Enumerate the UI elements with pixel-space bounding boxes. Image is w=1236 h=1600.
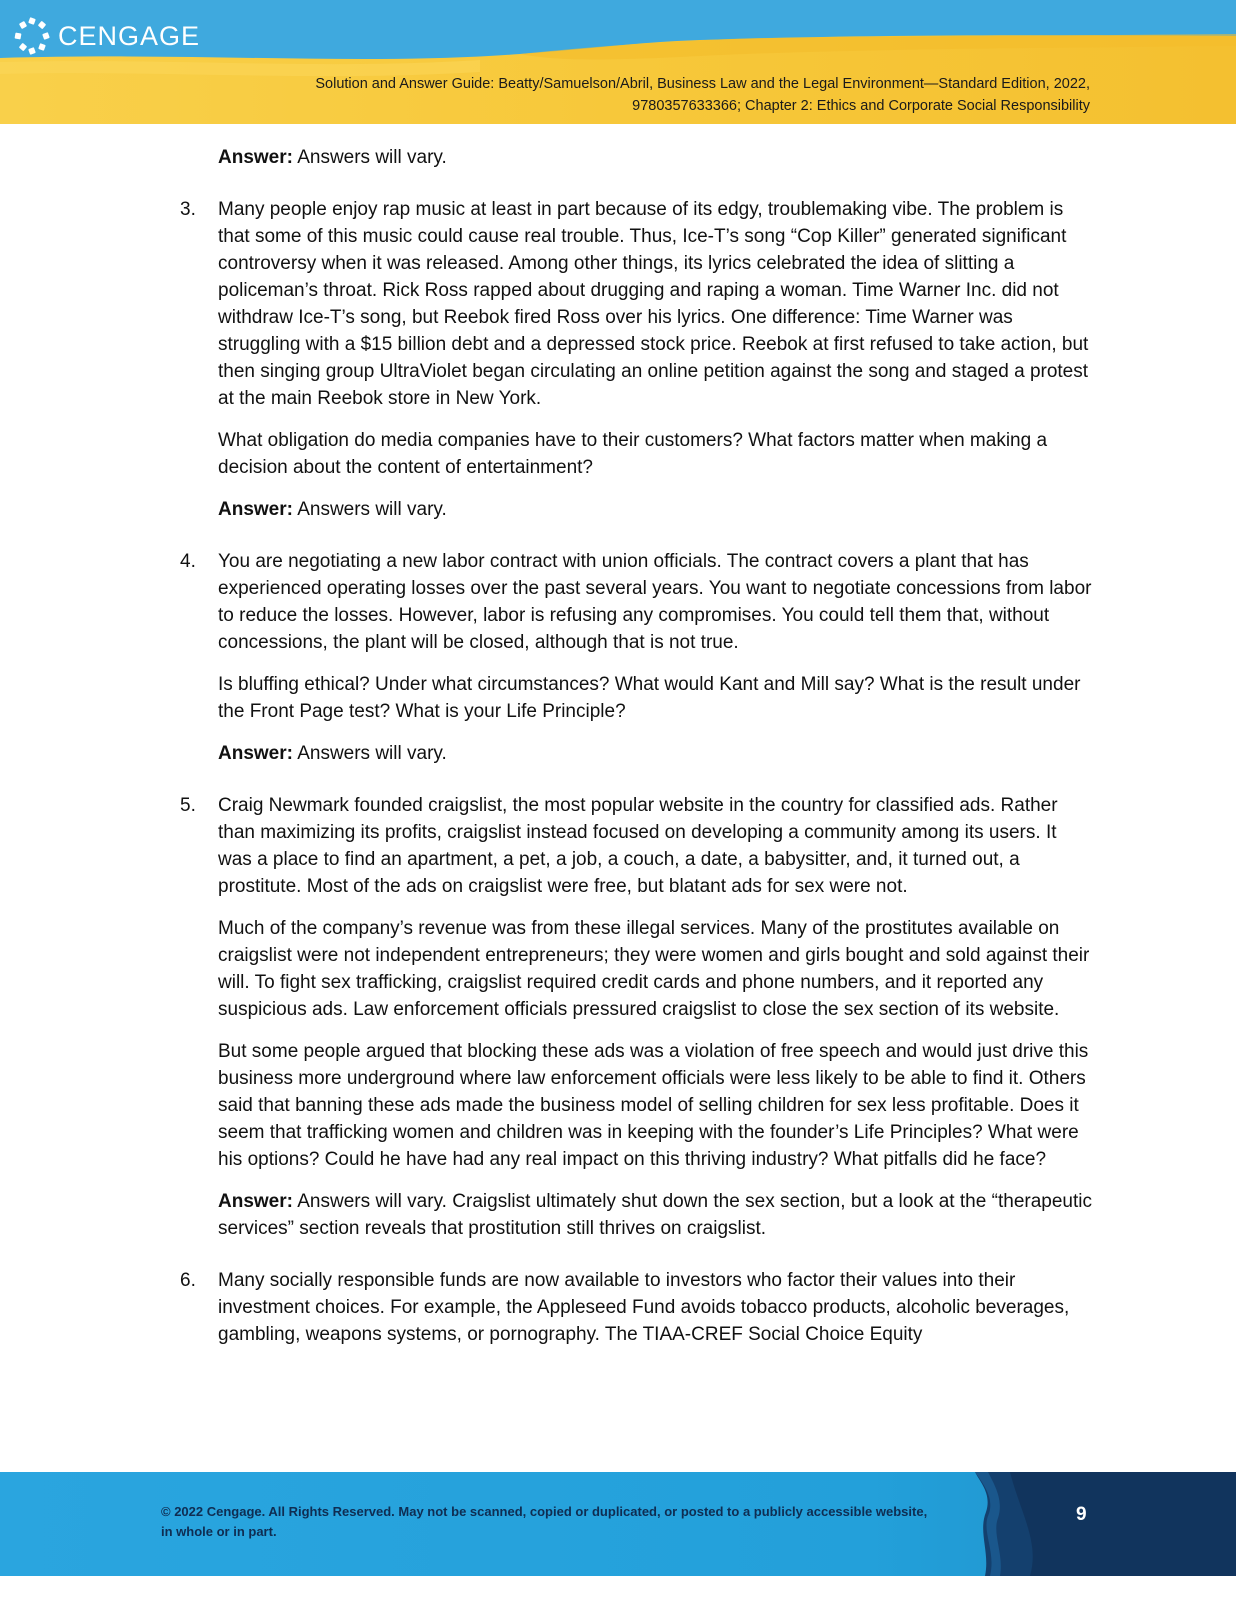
question-paragraph: What obligation do media companies have to their customers? What factors matter when making a decision about the content of entertainment? bbox=[218, 430, 1048, 478]
question-5 bbox=[0, 792, 1236, 1242]
answer-text: Answers will vary. Craigslist ultimately shut down the sex section, but a look at the “therapeutic services” section reveals that prostitution still thrives on craigslist. bbox=[218, 1191, 1092, 1239]
answer-text: Answers will vary. bbox=[292, 499, 447, 520]
question-3 bbox=[0, 196, 1236, 523]
question-paragraph: Many socially responsible funds are now available to investors who factor their values into their investment choices. For example, the Appleseed Fund avoids tobacco products, alcoholic beverages, gambling, weapons systems, or pornography. The TIAA-CREF Social Choice Equity bbox=[218, 1270, 1070, 1345]
question-number: 6. bbox=[180, 1270, 196, 1291]
answer-text: Answers will vary. bbox=[292, 147, 447, 168]
copyright-notice: © 2022 Cengage. All Rights Reserved. May not be scanned, copied or duplicated, or posted to a publicly accessible website, in whole or in part. bbox=[161, 1504, 928, 1539]
cengage-logo-icon bbox=[12, 16, 52, 56]
question-paragraph: Craig Newmark founded craigslist, the most popular website in the country for classified ads. Rather than maximizing its profits, craigslist instead focused on developing a community among its users. It was a place to find an apartment, a pet, a job, a couch, a date, a babysitter, and, it turned out, a prostitute. Most of the ads on craigslist were free, but blatant ads for sex were not. bbox=[218, 795, 1058, 897]
question-number: 5. bbox=[180, 795, 196, 816]
question-answer bbox=[218, 496, 1092, 523]
question-6 bbox=[0, 1267, 1236, 1348]
question-paragraph: Many people enjoy rap music at least in part because of its edgy, troublemaking vibe. The problem is that some of this music could cause real trouble. Thus, Ice-T’s song “Cop Killer” generated significant controversy when it was released. Among other things, its lyrics celebrated the idea of slitting a policeman’s throat. Rick Ross rapped about drugging and raping a woman. Time Warner Inc. did not withdraw Ice-T’s song, but Reebok fired Ross over his lyrics. One difference: Time Warner was struggling with a $15 billion debt and a depressed stock price. Reebok at first refused to take action, but then singing group UltraViolet began circulating an online petition against the song and staged a protest at the main Reebok store in New York. bbox=[218, 199, 1089, 409]
question-paragraph: But some people argued that blocking these ads was a violation of free speech and would just drive this business more underground where law enforcement officials were less likely to be able to find it. Others said that banning these ads made the business model of selling children for sex less profitable. Does it seem that trafficking women and children was in keeping with the founder’s Life Principles? What were his options? Could he have had any real impact on this thriving industry? What pitfalls did he face? bbox=[218, 1041, 1089, 1170]
answer-label: Answer: bbox=[218, 1191, 293, 1212]
question-number: 4. bbox=[180, 551, 196, 572]
brand-name: CENGAGE bbox=[58, 21, 201, 51]
previous-answer bbox=[218, 144, 1092, 171]
question-4 bbox=[0, 548, 1236, 767]
document-title-line-1: Solution and Answer Guide: Beatty/Samuelson/Abril, Business Law and the Legal Environment—Standard Edition, 2022, bbox=[315, 76, 1090, 92]
question-paragraph: Is bluffing ethical? Under what circumstances? What would Kant and Mill say? What is the result under the Front Page test? What is your Life Principle? bbox=[218, 674, 1081, 722]
document-title-line-2: 9780357633366; Chapter 2: Ethics and Corporate Social Responsibility bbox=[632, 98, 1090, 114]
answer-label: Answer: bbox=[218, 147, 293, 168]
page-number: 9 bbox=[1076, 1504, 1087, 1525]
question-answer bbox=[218, 1188, 1092, 1242]
page-footer bbox=[0, 1472, 1236, 1576]
cengage-logo bbox=[12, 16, 200, 56]
answer-label: Answer: bbox=[218, 499, 293, 520]
question-paragraph: You are negotiating a new labor contract with union officials. The contract covers a plant that has experienced operating losses over the past several years. You want to negotiate concessions from labor to reduce the losses. However, labor is refusing any compromises. You could tell them that, without concessions, the plant will be closed, although that is not true. bbox=[218, 551, 1092, 653]
answer-label: Answer: bbox=[218, 743, 293, 764]
page-content bbox=[0, 144, 1236, 1363]
page-header bbox=[0, 0, 1236, 124]
answer-text: Answers will vary. bbox=[292, 743, 447, 764]
question-answer bbox=[218, 740, 1092, 767]
question-number: 3. bbox=[180, 199, 196, 220]
question-paragraph: Much of the company’s revenue was from these illegal services. Many of the prostitutes available on craigslist were not independent entrepreneurs; they were women and girls bought and sold against their will. To fight sex trafficking, craigslist required credit cards and phone numbers, and it reported any suspicious ads. Law enforcement officials pressured craigslist to close the sex section of its website. bbox=[218, 918, 1090, 1020]
document-title bbox=[190, 73, 1090, 117]
